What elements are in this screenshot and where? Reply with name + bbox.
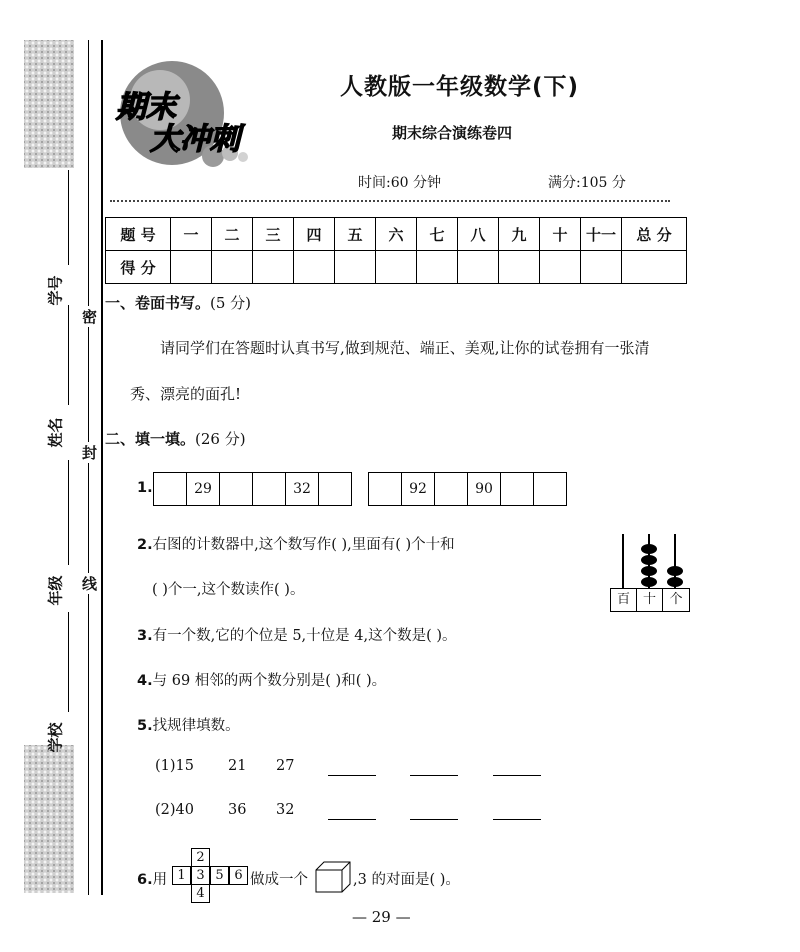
score-input-cell[interactable]	[294, 251, 335, 284]
score-input-cell[interactable]	[417, 251, 458, 284]
score-input-cell[interactable]	[376, 251, 417, 284]
q4-text: 与 69 相邻的两个数分别是( )和( )。	[152, 673, 387, 689]
abacus-bead	[641, 566, 657, 576]
cube-icon	[314, 860, 352, 894]
seal-mi: 密	[82, 308, 98, 326]
abacus-bead	[667, 566, 683, 576]
binding-pattern-top	[24, 40, 74, 168]
q1-number: 1.	[137, 480, 153, 496]
net-cell: 6	[229, 866, 248, 885]
full-score: 满分:105 分	[548, 175, 626, 191]
q1-box: 92	[402, 473, 435, 505]
q6-post: ,3 的对面是( )。	[353, 872, 460, 888]
score-input-cell[interactable]	[212, 251, 253, 284]
seal-feng: 封	[82, 444, 98, 462]
q4-number: 4.	[137, 673, 153, 689]
net-cell-top: 2	[191, 848, 210, 867]
score-table	[105, 217, 687, 284]
logo	[110, 58, 260, 168]
score-table-cell: 九	[499, 218, 540, 251]
net-cell: 3	[191, 866, 210, 885]
q1-box[interactable]	[369, 473, 402, 505]
abacus-bead	[667, 577, 683, 587]
section1-heading	[105, 292, 251, 313]
student-id-blank[interactable]	[68, 170, 69, 265]
net-cell: 1	[172, 866, 191, 885]
q1-box-group-1	[153, 472, 352, 506]
header-divider	[110, 200, 670, 202]
abacus-label-row	[610, 588, 690, 612]
q2-text1: 右图的计数器中,这个数写作( ),里面有( )个十和	[152, 537, 455, 553]
seal-xian: 线	[82, 575, 98, 593]
school-label: 学校	[46, 722, 65, 753]
section1-title: 一、卷面书写。	[105, 294, 211, 312]
exam-time: 时间:60 分钟	[358, 175, 441, 191]
abacus-bead	[641, 555, 657, 565]
q1-box[interactable]	[319, 473, 351, 505]
q1-box[interactable]	[435, 473, 468, 505]
score-table-cell: 题 号	[106, 218, 171, 251]
page-title: 人教版一年级数学(下)	[340, 74, 580, 100]
score-input-cell[interactable]	[253, 251, 294, 284]
score-table-cell: 一	[171, 218, 212, 251]
student-id-label: 学号	[46, 275, 65, 306]
q5-row2-label: (2)40	[155, 802, 194, 818]
score-table-cell: 得 分	[106, 251, 171, 284]
score-input-cell[interactable]	[622, 251, 687, 284]
q5-row2-value: 36	[228, 802, 247, 818]
q3	[137, 624, 457, 645]
q5-answer-blank[interactable]	[410, 819, 458, 820]
score-table-cell: 五	[335, 218, 376, 251]
q5-answer-blank[interactable]	[328, 819, 376, 820]
q6-prefix	[137, 868, 167, 889]
logo-line1: 期末	[116, 90, 176, 125]
section1-points: (5 分)	[210, 294, 252, 312]
q1-box[interactable]	[154, 473, 187, 505]
abacus	[610, 530, 690, 614]
q1-box[interactable]	[220, 473, 253, 505]
q5-row1-value: 27	[276, 758, 295, 774]
score-table-cell: 六	[376, 218, 417, 251]
q5-answer-blank[interactable]	[328, 775, 376, 776]
q6-mid: 做成一个	[250, 872, 308, 888]
q2-line1	[137, 533, 455, 554]
q1-box[interactable]	[534, 473, 566, 505]
q5	[137, 714, 240, 735]
score-input-cell[interactable]	[581, 251, 622, 284]
q5-row1-label: (1)15	[155, 758, 194, 774]
score-table-score-row	[106, 251, 687, 284]
section2-title: 二、填一填。	[105, 430, 196, 448]
score-input-cell[interactable]	[499, 251, 540, 284]
score-table-header-row	[106, 218, 687, 251]
grade-label: 年级	[46, 575, 65, 606]
grade-blank[interactable]	[68, 460, 69, 565]
q3-number: 3.	[137, 628, 153, 644]
logo-line2: 大冲刺	[150, 122, 240, 157]
score-table-cell: 八	[458, 218, 499, 251]
abacus-label-hundreds: 百	[611, 589, 637, 611]
abacus-label-tens: 十	[637, 589, 663, 611]
section1-text-line1: 请同学们在答题时认真书写,做到规范、端正、美观,让你的试卷拥有一张清	[160, 339, 650, 357]
score-input-cell[interactable]	[171, 251, 212, 284]
section2-points: (26 分)	[195, 430, 246, 448]
q5-answer-blank[interactable]	[493, 775, 541, 776]
net-cell: 5	[210, 866, 229, 885]
name-label: 姓名	[46, 417, 65, 448]
score-input-cell[interactable]	[540, 251, 581, 284]
cube-net	[172, 848, 252, 908]
net-cell-bottom: 4	[191, 884, 210, 903]
abacus-bead	[641, 544, 657, 554]
q5-number: 5.	[137, 718, 153, 734]
q1-box: 90	[468, 473, 501, 505]
q1-box-group-2	[368, 472, 567, 506]
score-table-cell: 四	[294, 218, 335, 251]
score-table-cell: 三	[253, 218, 294, 251]
q5-text: 找规律填数。	[152, 718, 240, 734]
score-input-cell[interactable]	[458, 251, 499, 284]
score-table-cell: 十一	[581, 218, 622, 251]
score-table-cell: 二	[212, 218, 253, 251]
q1-box: 32	[286, 473, 319, 505]
score-table-cell: 总 分	[622, 218, 687, 251]
q5-row2-value: 32	[276, 802, 295, 818]
q6-pre: 用	[152, 872, 168, 888]
binding-line-outer	[88, 40, 89, 895]
q5-answer-blank[interactable]	[410, 775, 458, 776]
page-number: — 29 —	[352, 908, 411, 926]
q1-box[interactable]	[501, 473, 534, 505]
name-blank[interactable]	[68, 305, 69, 405]
abacus-bead	[641, 577, 657, 587]
q3-text: 有一个数,它的个位是 5,十位是 4,这个数是( )。	[152, 628, 457, 644]
binding-line-inner	[101, 40, 103, 895]
q5-answer-blank[interactable]	[493, 819, 541, 820]
abacus-label-ones: 个	[669, 592, 683, 607]
q1-box[interactable]	[253, 473, 286, 505]
q5-row1-value: 21	[228, 758, 247, 774]
q6-number: 6.	[137, 872, 153, 888]
score-table-cell: 十	[540, 218, 581, 251]
binding-pattern-bottom	[24, 745, 74, 893]
q2-number: 2.	[137, 537, 153, 553]
section1-text-line2: 秀、漂亮的面孔!	[130, 385, 242, 403]
abacus-drawing	[610, 530, 690, 590]
score-table-cell: 七	[417, 218, 458, 251]
q1-box: 29	[187, 473, 220, 505]
q2-line2: ( )个一,这个数读作( )。	[152, 582, 305, 598]
q4	[137, 669, 386, 690]
page-subtitle: 期末综合演练卷四	[392, 124, 513, 142]
score-input-cell[interactable]	[335, 251, 376, 284]
school-blank[interactable]	[68, 612, 69, 712]
section2-heading	[105, 428, 246, 449]
